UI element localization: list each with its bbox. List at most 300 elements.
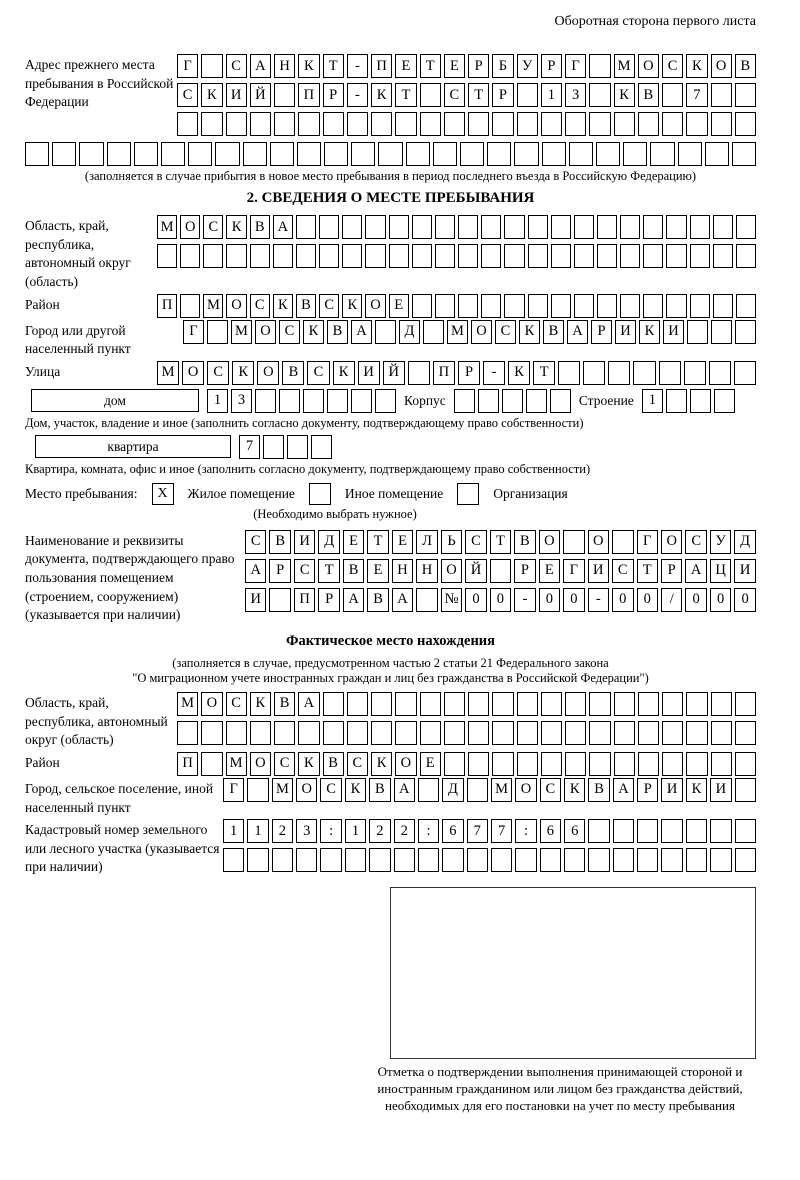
char-cell[interactable]: - (514, 588, 535, 612)
char-cell[interactable]: 2 (272, 819, 293, 843)
char-cell[interactable]: С (319, 294, 339, 318)
char-cell[interactable]: 7 (239, 435, 260, 459)
char-cell[interactable]: У (517, 54, 538, 78)
char-cell[interactable]: 7 (467, 819, 488, 843)
char-cell[interactable] (416, 588, 437, 612)
char-cell[interactable] (458, 294, 478, 318)
char-cell[interactable]: В (323, 752, 344, 776)
char-cell[interactable]: № (441, 588, 462, 612)
char-cell[interactable]: 3 (296, 819, 317, 843)
char-cell[interactable] (296, 215, 316, 239)
char-cell[interactable] (468, 692, 489, 716)
char-cell[interactable] (491, 848, 512, 872)
char-cell[interactable]: С (612, 559, 633, 583)
char-cell[interactable] (608, 361, 630, 385)
char-cell[interactable]: В (638, 83, 659, 107)
char-cell[interactable] (226, 721, 247, 745)
char-cell[interactable] (201, 752, 222, 776)
char-cell[interactable] (735, 752, 756, 776)
char-cell[interactable] (574, 294, 594, 318)
char-cell[interactable]: С (203, 215, 223, 239)
char-cell[interactable] (565, 112, 586, 136)
char-cell[interactable]: Е (444, 54, 465, 78)
char-cell[interactable]: С (685, 530, 706, 554)
char-cell[interactable] (406, 142, 430, 166)
char-cell[interactable]: С (279, 320, 300, 344)
char-cell[interactable]: Е (539, 559, 560, 583)
char-cell[interactable] (686, 848, 707, 872)
char-cell[interactable]: Д (399, 320, 420, 344)
char-cell[interactable]: С (320, 778, 341, 802)
char-cell[interactable] (551, 244, 571, 268)
char-cell[interactable] (735, 692, 756, 716)
char-cell[interactable]: В (367, 588, 388, 612)
char-cell[interactable]: Е (395, 54, 416, 78)
char-cell[interactable] (274, 83, 295, 107)
char-cell[interactable]: Л (416, 530, 437, 554)
char-cell[interactable] (735, 819, 756, 843)
char-cell[interactable]: И (615, 320, 636, 344)
char-cell[interactable] (311, 435, 332, 459)
char-cell[interactable] (662, 721, 683, 745)
char-cell[interactable] (711, 83, 732, 107)
char-cell[interactable] (444, 112, 465, 136)
char-cell[interactable]: 2 (394, 819, 415, 843)
char-cell[interactable]: А (394, 778, 415, 802)
char-cell[interactable] (207, 320, 228, 344)
char-cell[interactable] (272, 848, 293, 872)
char-cell[interactable] (492, 721, 513, 745)
char-cell[interactable] (25, 142, 49, 166)
char-cell[interactable] (661, 819, 682, 843)
char-cell[interactable] (365, 244, 385, 268)
char-cell[interactable] (255, 389, 276, 413)
char-cell[interactable]: Н (416, 559, 437, 583)
char-cell[interactable] (269, 588, 290, 612)
char-cell[interactable] (504, 215, 524, 239)
char-cell[interactable] (583, 361, 605, 385)
char-cell[interactable] (569, 142, 593, 166)
char-cell[interactable] (588, 848, 609, 872)
char-cell[interactable]: 0 (612, 588, 633, 612)
char-cell[interactable] (444, 752, 465, 776)
char-cell[interactable] (563, 530, 584, 554)
char-cell[interactable]: К (298, 752, 319, 776)
char-cell[interactable] (541, 752, 562, 776)
char-cell[interactable]: О (257, 361, 279, 385)
char-cell[interactable]: И (226, 83, 247, 107)
char-cell[interactable]: 0 (539, 588, 560, 612)
char-cell[interactable]: Й (465, 559, 486, 583)
char-cell[interactable]: Е (367, 559, 388, 583)
char-cell[interactable] (270, 142, 294, 166)
char-cell[interactable] (250, 721, 271, 745)
char-cell[interactable]: 6 (442, 819, 463, 843)
char-cell[interactable]: С (444, 83, 465, 107)
char-cell[interactable] (481, 244, 501, 268)
char-cell[interactable]: К (201, 83, 222, 107)
char-cell[interactable] (395, 692, 416, 716)
char-cell[interactable] (710, 819, 731, 843)
char-cell[interactable] (643, 294, 663, 318)
char-cell[interactable] (435, 215, 455, 239)
char-cell[interactable] (565, 752, 586, 776)
char-cell[interactable]: Т (395, 83, 416, 107)
char-cell[interactable]: Р (269, 559, 290, 583)
char-cell[interactable] (201, 721, 222, 745)
char-cell[interactable]: И (294, 530, 315, 554)
char-cell[interactable]: В (250, 215, 270, 239)
char-cell[interactable] (375, 389, 396, 413)
char-cell[interactable] (588, 819, 609, 843)
char-cell[interactable] (633, 361, 655, 385)
char-cell[interactable]: 0 (685, 588, 706, 612)
char-cell[interactable] (735, 112, 756, 136)
other-premises-checkbox[interactable] (309, 483, 331, 505)
char-cell[interactable]: 0 (563, 588, 584, 612)
char-cell[interactable] (517, 721, 538, 745)
char-cell[interactable]: С (226, 692, 247, 716)
char-cell[interactable] (690, 215, 710, 239)
char-cell[interactable] (517, 83, 538, 107)
char-cell[interactable] (732, 142, 756, 166)
char-cell[interactable] (541, 112, 562, 136)
char-cell[interactable]: 6 (540, 819, 561, 843)
char-cell[interactable]: - (347, 83, 368, 107)
char-cell[interactable]: К (686, 54, 707, 78)
char-cell[interactable] (444, 721, 465, 745)
char-cell[interactable] (661, 848, 682, 872)
char-cell[interactable]: / (661, 588, 682, 612)
char-cell[interactable]: Г (637, 530, 658, 554)
char-cell[interactable] (460, 142, 484, 166)
char-cell[interactable]: О (515, 778, 536, 802)
char-cell[interactable] (243, 142, 267, 166)
char-cell[interactable]: С (465, 530, 486, 554)
char-cell[interactable]: - (588, 588, 609, 612)
char-cell[interactable]: 7 (491, 819, 512, 843)
char-cell[interactable] (375, 320, 396, 344)
char-cell[interactable] (620, 215, 640, 239)
char-cell[interactable] (323, 112, 344, 136)
char-cell[interactable] (678, 142, 702, 166)
char-cell[interactable] (418, 848, 439, 872)
char-cell[interactable] (686, 112, 707, 136)
char-cell[interactable]: К (639, 320, 660, 344)
char-cell[interactable]: К (564, 778, 585, 802)
char-cell[interactable] (420, 112, 441, 136)
char-cell[interactable] (638, 112, 659, 136)
char-cell[interactable]: : (320, 819, 341, 843)
char-cell[interactable]: К (273, 294, 293, 318)
char-cell[interactable] (369, 848, 390, 872)
char-cell[interactable]: 1 (223, 819, 244, 843)
char-cell[interactable] (107, 142, 131, 166)
char-cell[interactable] (711, 112, 732, 136)
char-cell[interactable] (597, 244, 617, 268)
char-cell[interactable]: 7 (686, 83, 707, 107)
char-cell[interactable]: 0 (710, 588, 731, 612)
char-cell[interactable] (412, 215, 432, 239)
char-cell[interactable]: Т (468, 83, 489, 107)
char-cell[interactable] (478, 389, 499, 413)
char-cell[interactable] (247, 778, 268, 802)
char-cell[interactable] (134, 142, 158, 166)
char-cell[interactable]: С (662, 54, 683, 78)
char-cell[interactable] (188, 142, 212, 166)
char-cell[interactable]: - (483, 361, 505, 385)
char-cell[interactable] (637, 848, 658, 872)
char-cell[interactable] (487, 142, 511, 166)
char-cell[interactable] (371, 721, 392, 745)
char-cell[interactable]: Е (420, 752, 441, 776)
char-cell[interactable]: О (588, 530, 609, 554)
char-cell[interactable] (502, 389, 523, 413)
char-cell[interactable] (345, 848, 366, 872)
char-cell[interactable] (467, 848, 488, 872)
char-cell[interactable]: Г (563, 559, 584, 583)
char-cell[interactable] (327, 389, 348, 413)
char-cell[interactable]: И (734, 559, 755, 583)
char-cell[interactable]: К (342, 294, 362, 318)
char-cell[interactable] (551, 294, 571, 318)
char-cell[interactable] (389, 215, 409, 239)
char-cell[interactable]: Ь (441, 530, 462, 554)
char-cell[interactable] (736, 215, 756, 239)
char-cell[interactable]: К (508, 361, 530, 385)
char-cell[interactable] (423, 320, 444, 344)
char-cell[interactable]: - (347, 54, 368, 78)
char-cell[interactable]: С (207, 361, 229, 385)
organization-checkbox[interactable] (457, 483, 479, 505)
char-cell[interactable]: 1 (207, 389, 228, 413)
char-cell[interactable] (666, 389, 687, 413)
char-cell[interactable] (490, 559, 511, 583)
char-cell[interactable] (684, 361, 706, 385)
char-cell[interactable] (468, 752, 489, 776)
char-cell[interactable] (686, 752, 707, 776)
char-cell[interactable] (351, 389, 372, 413)
char-cell[interactable]: В (327, 320, 348, 344)
char-cell[interactable] (709, 361, 731, 385)
char-cell[interactable] (662, 692, 683, 716)
char-cell[interactable] (203, 244, 223, 268)
char-cell[interactable]: К (232, 361, 254, 385)
char-cell[interactable]: Д (318, 530, 339, 554)
char-cell[interactable] (666, 215, 686, 239)
char-cell[interactable] (705, 142, 729, 166)
char-cell[interactable] (296, 244, 316, 268)
char-cell[interactable] (481, 294, 501, 318)
char-cell[interactable] (226, 244, 246, 268)
char-cell[interactable]: К (519, 320, 540, 344)
char-cell[interactable] (412, 244, 432, 268)
char-cell[interactable]: Р (323, 83, 344, 107)
char-cell[interactable]: К (614, 83, 635, 107)
char-cell[interactable]: Р (661, 559, 682, 583)
char-cell[interactable]: К (250, 692, 271, 716)
char-cell[interactable] (226, 112, 247, 136)
char-cell[interactable] (201, 112, 222, 136)
char-cell[interactable]: У (710, 530, 731, 554)
char-cell[interactable]: С (226, 54, 247, 78)
char-cell[interactable]: Е (343, 530, 364, 554)
char-cell[interactable] (263, 435, 284, 459)
char-cell[interactable] (395, 721, 416, 745)
char-cell[interactable] (201, 54, 222, 78)
char-cell[interactable]: И (588, 559, 609, 583)
char-cell[interactable]: 3 (565, 83, 586, 107)
char-cell[interactable] (558, 361, 580, 385)
char-cell[interactable]: Г (565, 54, 586, 78)
char-cell[interactable] (686, 819, 707, 843)
char-cell[interactable] (517, 752, 538, 776)
char-cell[interactable] (711, 692, 732, 716)
char-cell[interactable] (79, 142, 103, 166)
char-cell[interactable] (541, 692, 562, 716)
char-cell[interactable]: 6 (564, 819, 585, 843)
char-cell[interactable] (296, 848, 317, 872)
char-cell[interactable]: К (371, 752, 392, 776)
char-cell[interactable]: Г (183, 320, 204, 344)
char-cell[interactable]: О (661, 530, 682, 554)
char-cell[interactable] (735, 83, 756, 107)
char-cell[interactable]: В (274, 692, 295, 716)
char-cell[interactable] (157, 244, 177, 268)
char-cell[interactable]: В (514, 530, 535, 554)
char-cell[interactable]: М (272, 778, 293, 802)
char-cell[interactable] (287, 435, 308, 459)
char-cell[interactable]: Н (274, 54, 295, 78)
char-cell[interactable] (223, 848, 244, 872)
char-cell[interactable]: С (347, 752, 368, 776)
char-cell[interactable] (250, 244, 270, 268)
char-cell[interactable] (420, 721, 441, 745)
char-cell[interactable]: А (273, 215, 293, 239)
char-cell[interactable]: С (294, 559, 315, 583)
char-cell[interactable]: И (358, 361, 380, 385)
char-cell[interactable]: 1 (247, 819, 268, 843)
char-cell[interactable] (458, 244, 478, 268)
char-cell[interactable] (303, 389, 324, 413)
char-cell[interactable] (666, 294, 686, 318)
char-cell[interactable]: П (177, 752, 198, 776)
char-cell[interactable]: М (491, 778, 512, 802)
char-cell[interactable] (614, 112, 635, 136)
char-cell[interactable]: О (539, 530, 560, 554)
char-cell[interactable]: Р (458, 361, 480, 385)
char-cell[interactable] (687, 320, 708, 344)
char-cell[interactable]: О (711, 54, 732, 78)
char-cell[interactable] (589, 692, 610, 716)
char-cell[interactable]: С (245, 530, 266, 554)
char-cell[interactable] (589, 752, 610, 776)
char-cell[interactable]: М (226, 752, 247, 776)
char-cell[interactable] (526, 389, 547, 413)
char-cell[interactable]: И (661, 778, 682, 802)
char-cell[interactable] (714, 389, 735, 413)
char-cell[interactable] (690, 244, 710, 268)
char-cell[interactable]: О (250, 752, 271, 776)
char-cell[interactable] (643, 244, 663, 268)
char-cell[interactable]: П (433, 361, 455, 385)
char-cell[interactable] (395, 112, 416, 136)
char-cell[interactable] (177, 112, 198, 136)
char-cell[interactable] (528, 294, 548, 318)
char-cell[interactable]: С (177, 83, 198, 107)
char-cell[interactable] (711, 752, 732, 776)
char-cell[interactable] (612, 530, 633, 554)
char-cell[interactable] (444, 692, 465, 716)
char-cell[interactable]: Р (318, 588, 339, 612)
char-cell[interactable]: 1 (541, 83, 562, 107)
char-cell[interactable] (528, 244, 548, 268)
char-cell[interactable]: О (441, 559, 462, 583)
char-cell[interactable]: Т (367, 530, 388, 554)
char-cell[interactable] (408, 361, 430, 385)
char-cell[interactable]: И (710, 778, 731, 802)
char-cell[interactable]: О (471, 320, 492, 344)
char-cell[interactable]: М (157, 361, 179, 385)
char-cell[interactable]: К (298, 54, 319, 78)
char-cell[interactable]: 0 (637, 588, 658, 612)
char-cell[interactable]: К (686, 778, 707, 802)
char-cell[interactable]: В (735, 54, 756, 78)
char-cell[interactable] (342, 215, 362, 239)
char-cell[interactable]: К (371, 83, 392, 107)
char-cell[interactable]: А (685, 559, 706, 583)
char-cell[interactable]: 1 (345, 819, 366, 843)
char-cell[interactable]: О (182, 361, 204, 385)
char-cell[interactable] (686, 692, 707, 716)
char-cell[interactable]: П (298, 83, 319, 107)
char-cell[interactable] (574, 215, 594, 239)
char-cell[interactable] (643, 215, 663, 239)
char-cell[interactable] (177, 721, 198, 745)
char-cell[interactable] (492, 112, 513, 136)
char-cell[interactable] (736, 244, 756, 268)
char-cell[interactable]: К (226, 215, 246, 239)
char-cell[interactable] (614, 721, 635, 745)
char-cell[interactable] (273, 244, 293, 268)
char-cell[interactable]: Р (514, 559, 535, 583)
char-cell[interactable] (736, 294, 756, 318)
char-cell[interactable]: А (392, 588, 413, 612)
char-cell[interactable] (662, 752, 683, 776)
char-cell[interactable] (713, 244, 733, 268)
char-cell[interactable] (274, 112, 295, 136)
char-cell[interactable]: О (180, 215, 200, 239)
char-cell[interactable] (734, 361, 756, 385)
residential-checkbox[interactable]: X (152, 483, 174, 505)
char-cell[interactable] (659, 361, 681, 385)
char-cell[interactable] (468, 112, 489, 136)
char-cell[interactable]: Е (392, 530, 413, 554)
char-cell[interactable] (274, 721, 295, 745)
char-cell[interactable]: А (298, 692, 319, 716)
char-cell[interactable] (589, 112, 610, 136)
char-cell[interactable] (735, 778, 756, 802)
char-cell[interactable] (589, 721, 610, 745)
char-cell[interactable] (662, 83, 683, 107)
char-cell[interactable]: Г (223, 778, 244, 802)
char-cell[interactable]: Р (468, 54, 489, 78)
char-cell[interactable] (589, 54, 610, 78)
char-cell[interactable] (637, 819, 658, 843)
char-cell[interactable]: К (333, 361, 355, 385)
char-cell[interactable] (324, 142, 348, 166)
char-cell[interactable]: С (540, 778, 561, 802)
